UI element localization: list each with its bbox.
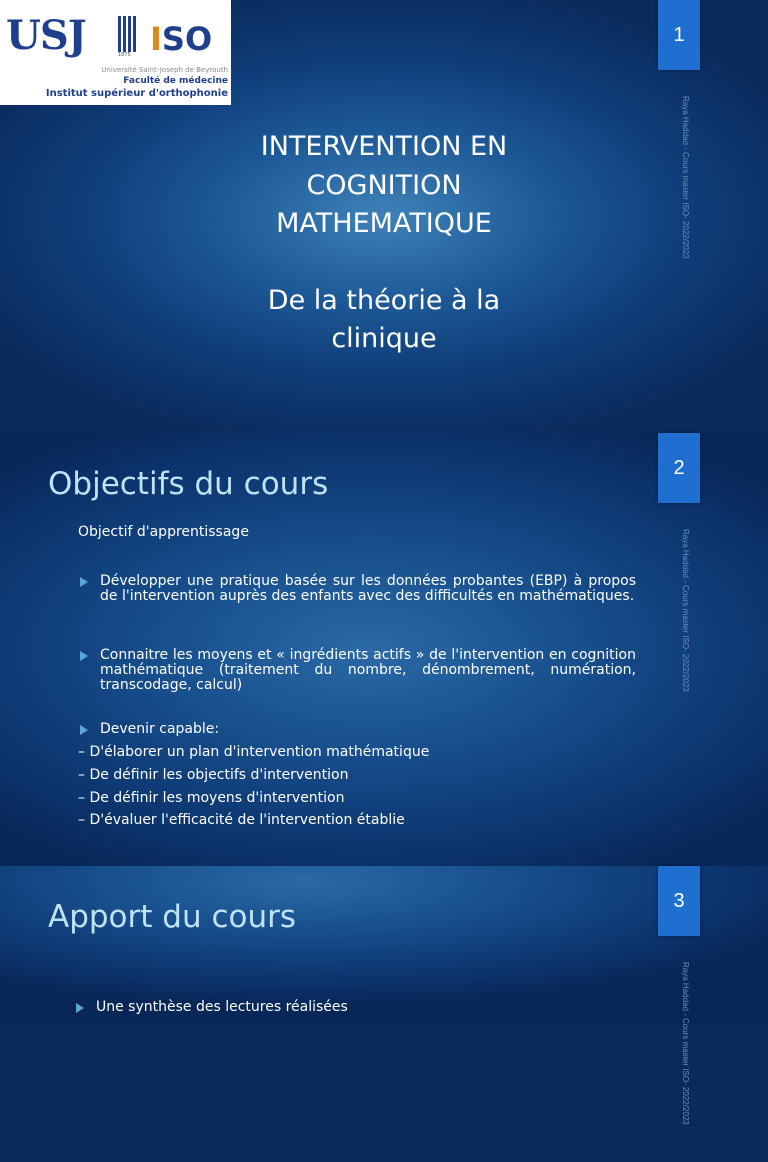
bullet-item (76, 1000, 632, 1015)
slide-1 (0, 0, 768, 433)
bullet-item (80, 722, 636, 737)
bullet-text: Une synthèse des lectures réalisées (96, 999, 348, 1015)
bullet-item (80, 574, 636, 604)
slide-number: 1 (658, 0, 700, 70)
bullet-item (80, 648, 636, 693)
dash-item: – D'élaborer un plan d'intervention mathématique (78, 744, 430, 760)
triangle-bullet-icon (80, 725, 88, 735)
bullet-text: Devenir capable: (100, 721, 220, 737)
triangle-bullet-icon (80, 651, 88, 661)
dash-item: – D'évaluer l'efficacité de l'intervention établie (78, 812, 405, 828)
logo-usj-text: USJ (6, 12, 86, 59)
logo-university-name: Université Saint-Joseph de Beyrouth (101, 66, 228, 74)
slide-number: 3 (658, 866, 700, 936)
logo-institute-name: Institut supérieur d'orthophonie (45, 88, 228, 99)
triangle-bullet-icon (80, 577, 88, 587)
slide-heading: Apport du cours (48, 899, 297, 935)
usj-iso-logo (0, 0, 231, 105)
vertical-footer: Raya Haddad - Cours master ISO- 2022/2023 (681, 962, 690, 1125)
dash-item: – De définir les objectifs d'intervention (78, 767, 349, 783)
slide-heading: Objectifs du cours (48, 466, 329, 502)
title-line: MATHEMATIQUE (276, 208, 492, 239)
title-line: COGNITION (306, 169, 462, 201)
logo-columns-icon (118, 16, 140, 52)
logo-faculty-name: Faculté de médecine (123, 76, 228, 86)
slide-title (200, 128, 568, 359)
subtitle-line: De la théorie à la (267, 284, 501, 316)
title-line: INTERVENTION EN (260, 131, 508, 162)
intro-text: Objectif d'apprentissage (78, 524, 249, 540)
dash-item: – De définir les moyens d'intervention (78, 790, 345, 806)
vertical-footer: Raya Haddad - Cours master ISO- 2022/2023 (681, 529, 690, 692)
bullet-text: Développer une pratique basée sur les données probantes (EBP) à propos de l'intervention auprès des enfants avec des difficultés en mathématiques. (100, 573, 636, 604)
logo-iso-text: ISO (150, 20, 213, 58)
logo-year: 1875 (118, 52, 131, 58)
triangle-bullet-icon (76, 1003, 84, 1013)
bullet-text: Connaitre les moyens et « ingrédients actifs » de l'intervention en cognition mathématique (traitement du nombre, dénombrement, numération, transcodage, calcul) (100, 647, 636, 693)
slide-2 (0, 433, 768, 866)
slide-3 (0, 866, 768, 1125)
vertical-footer: Raya Haddad - Cours master ISO- 2022/2023 (681, 96, 690, 259)
slide-number: 2 (658, 433, 700, 503)
subtitle-line: clinique (331, 323, 437, 354)
